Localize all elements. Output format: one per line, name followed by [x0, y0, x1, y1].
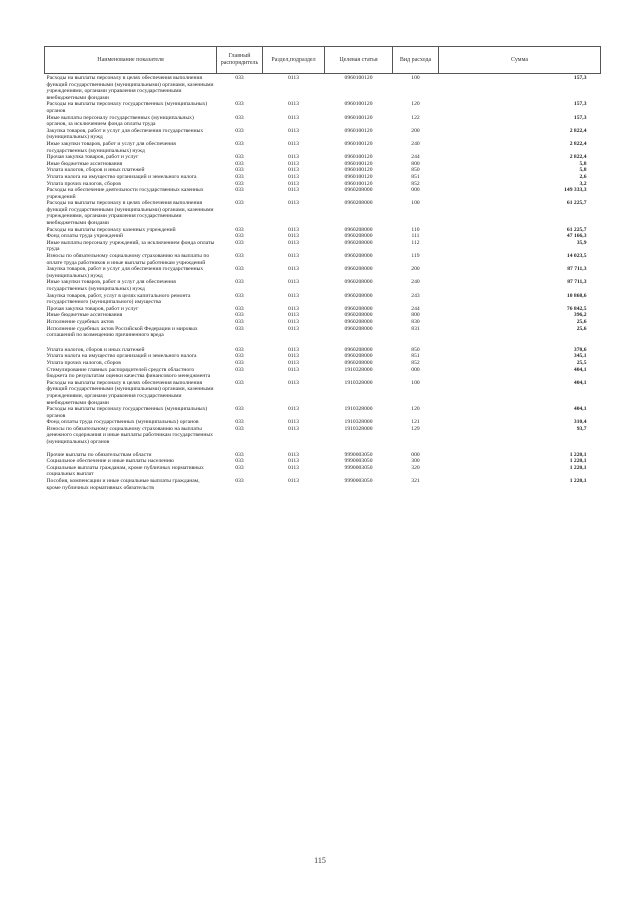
row-section: 0113 [288, 292, 299, 299]
row-section: 0113 [288, 366, 299, 373]
row-target-article: 0960100120 [344, 160, 373, 167]
row-expense-type: 112 [411, 239, 420, 246]
row-section: 0113 [288, 160, 299, 167]
row-expense-type: 240 [411, 279, 420, 286]
row-section: 0113 [288, 173, 299, 180]
row-name: Расходы на выплаты персоналу государственных (муниципальных) органов [46, 101, 208, 114]
row-section: 0113 [288, 180, 299, 187]
row-target-article: 1910328000 [344, 419, 373, 426]
row-chief-manager: 033 [235, 366, 244, 373]
row-chief-manager: 033 [235, 173, 244, 180]
row-expense-type: 200 [411, 127, 420, 134]
row-name: Расходы на выплаты персоналу в целях обеспечения выполнения функций государственными (муниципальными) органами, казенными учреждениями, органами управления государственными внебюджетными фондами [46, 75, 214, 101]
row-target-article: 0960208000 [344, 325, 373, 332]
row-amount: 35,9 [576, 239, 587, 246]
row-section: 0113 [288, 451, 299, 458]
row-chief-manager: 033 [235, 346, 244, 353]
row-expense-type: 100 [411, 200, 420, 207]
row-section: 0113 [288, 167, 299, 174]
row-expense-type: 000 [411, 366, 420, 373]
row-target-article: 1910328000 [344, 406, 373, 413]
table-row [45, 406, 601, 419]
row-chief-manager: 033 [235, 312, 244, 319]
table-row [45, 115, 601, 128]
row-amount: 157,3 [573, 114, 587, 121]
table-row [45, 233, 601, 240]
row-expense-type: 111 [411, 233, 420, 240]
row-expense-type: 831 [411, 325, 420, 332]
row-chief-manager: 033 [235, 406, 244, 413]
row-expense-type: 300 [411, 458, 420, 465]
table-row [45, 128, 601, 141]
row-amount: 47 166,3 [566, 233, 587, 240]
row-target-article: 0960208000 [344, 353, 373, 360]
table-row [45, 174, 601, 181]
row-target-article: 0960208000 [344, 279, 373, 286]
row-expense-type: 000 [411, 187, 420, 194]
row-expense-type: 240 [411, 140, 420, 147]
row-name: Уплата налогов, сборов и иных платежей [46, 346, 145, 353]
row-name: Фонд оплаты труда государственных (муниципальных) органов [46, 419, 199, 426]
row-expense-type: 119 [411, 253, 420, 260]
row-section: 0113 [288, 353, 299, 360]
row-target-article: 0960100120 [344, 75, 373, 81]
row-target-article: 0960208000 [344, 305, 373, 312]
row-amount: 157,3 [573, 101, 587, 108]
row-expense-type: 852 [411, 180, 420, 187]
row-amount: 61 225,7 [566, 226, 587, 233]
row-name: Социальное обеспечение и иные выплаты населению [46, 458, 174, 465]
row-section: 0113 [288, 325, 299, 332]
table-row [45, 353, 601, 360]
row-amount: 2 822,4 [569, 127, 587, 134]
row-section: 0113 [288, 359, 299, 366]
row-chief-manager: 033 [235, 233, 244, 240]
row-chief-manager: 033 [235, 279, 244, 286]
table-row [45, 326, 601, 339]
table-row [45, 141, 601, 154]
row-target-article: 0960100120 [344, 167, 373, 174]
row-section: 0113 [288, 233, 299, 240]
row-target-article: 0960208000 [344, 359, 373, 366]
row-section: 0113 [288, 101, 299, 108]
row-name: Иные бюджетные ассигнования [46, 160, 123, 167]
table-row [45, 279, 601, 292]
row-amount: 1 220,1 [569, 451, 587, 458]
row-target-article: 0960100120 [344, 180, 373, 187]
row-amount: 93,7 [576, 425, 587, 432]
row-expense-type: 244 [411, 305, 420, 312]
row-section: 0113 [288, 279, 299, 286]
row-section: 0113 [288, 114, 299, 121]
row-chief-manager: 033 [235, 379, 244, 386]
row-name: Иные закупки товаров, работ и услуг для обеспечения государственных (муниципальных) нужд [46, 140, 176, 154]
row-target-article: 0960208000 [344, 226, 373, 233]
row-name: Иные выплаты персоналу государственных (муниципальных) органов, за исключением фонда оплаты труда [46, 114, 194, 128]
row-expense-type: 800 [411, 312, 420, 319]
row-amount: 396,2 [573, 312, 587, 319]
row-expense-type: 830 [411, 318, 420, 325]
header-section: Раздел,подраздел [263, 47, 325, 74]
table-row [45, 446, 601, 459]
row-target-article: 9990003050 [344, 478, 373, 485]
row-chief-manager: 033 [235, 140, 244, 147]
table-row [45, 227, 601, 234]
row-amount: 25,6 [576, 325, 587, 332]
header-indicator-name: Наименование показателя [45, 47, 217, 74]
row-amount: 2,6 [579, 173, 587, 180]
row-target-article: 0960208000 [344, 187, 373, 194]
row-target-article: 9990003050 [344, 464, 373, 471]
row-name: Расходы на выплаты персоналу казенных учреждений [46, 226, 176, 233]
row-name: Прочая закупка товаров, работ и услуг [46, 305, 139, 312]
row-name: Фонд оплаты труда учреждений [46, 233, 123, 240]
row-chief-manager: 033 [235, 353, 244, 360]
row-chief-manager: 033 [235, 114, 244, 121]
table-row [45, 458, 601, 465]
row-chief-manager: 033 [235, 359, 244, 366]
row-name: Расходы на выплаты персоналу государственных (муниципальных) органов [46, 406, 208, 419]
row-name: Уплата налога на имущество организаций и земельного налога [46, 173, 197, 180]
row-name: Исполнение судебных актов Российской Федерации и мировых соглашений по возмещению причиненного вреда [46, 325, 198, 339]
row-section: 0113 [288, 464, 299, 471]
row-section: 0113 [288, 305, 299, 312]
row-amount: 404,1 [573, 366, 587, 373]
table-row [45, 187, 601, 200]
row-name: Взносы по обязательному социальному страхованию на выплаты денежного содержания и иные выплаты работникам государственных (муниципальных) органов [46, 425, 213, 446]
row-target-article: 0960208000 [344, 200, 373, 207]
row-expense-type: 121 [411, 419, 420, 426]
row-target-article: 0960100120 [344, 127, 373, 134]
table-row [45, 426, 601, 446]
row-amount: 1 220,1 [569, 464, 587, 471]
row-amount: 404,1 [573, 379, 587, 386]
row-chief-manager: 033 [235, 200, 244, 207]
table-row [45, 167, 601, 174]
row-amount: 5,8 [579, 160, 587, 167]
row-name: Иные бюджетные ассигнования [46, 312, 123, 319]
row-chief-manager: 033 [235, 305, 244, 312]
row-target-article: 0960208000 [344, 312, 373, 319]
table-row [45, 253, 601, 266]
row-name: Исполнение судебных актов [46, 318, 114, 325]
row-chief-manager: 033 [235, 226, 244, 233]
row-section: 0113 [288, 318, 299, 325]
expense-table [44, 46, 601, 491]
table-row [45, 101, 601, 114]
row-name: Расходы на выплаты персоналу в целях обеспечения выполнения функций государственными (муниципальными) органами, казенными учреждениями, органами управления государственными внебюджетными фондами [46, 379, 214, 406]
row-name: Прочие выплаты по обязательствам области [46, 451, 152, 458]
row-expense-type: 800 [411, 160, 420, 167]
row-expense-type: 850 [411, 167, 420, 174]
row-target-article: 0960100120 [344, 101, 373, 108]
row-name: Уплата налога на имущество организаций и земельного налога [46, 353, 197, 360]
row-chief-manager: 033 [235, 266, 244, 273]
row-chief-manager: 033 [235, 478, 244, 485]
row-expense-type: 851 [411, 353, 420, 360]
row-chief-manager: 033 [235, 253, 244, 260]
row-target-article: 0960100120 [344, 140, 373, 147]
row-chief-manager: 033 [235, 318, 244, 325]
row-section: 0113 [288, 127, 299, 134]
row-expense-type: 122 [411, 114, 420, 121]
row-amount: 5,8 [579, 167, 587, 174]
row-amount: 87 711,3 [567, 279, 587, 286]
row-chief-manager: 033 [235, 464, 244, 471]
row-name: Стимулирование главных распорядителей средств областного бюджета по результатам оценки качества финансового менеджмента [46, 366, 211, 380]
row-chief-manager: 033 [235, 101, 244, 108]
row-expense-type: 321 [411, 478, 420, 485]
row-name: Иные выплаты персоналу учреждений, за исключением фонда оплаты труда [46, 239, 215, 253]
row-amount: 14 023,5 [566, 253, 587, 260]
row-amount: 345,1 [573, 353, 587, 360]
row-chief-manager: 033 [235, 419, 244, 426]
row-target-article: 0960100120 [344, 154, 373, 161]
row-name: Уплата налогов, сборов и иных платежей [46, 167, 145, 174]
row-expense-type: 850 [411, 346, 420, 353]
table-row [45, 240, 601, 253]
row-chief-manager: 033 [235, 75, 244, 81]
row-section: 0113 [288, 419, 299, 426]
header-chief-manager: Главный распорядитель [217, 47, 263, 74]
row-target-article: 0960208000 [344, 346, 373, 353]
row-expense-type: 120 [411, 406, 420, 413]
row-chief-manager: 033 [235, 425, 244, 432]
row-amount: 25,5 [576, 359, 587, 366]
row-section: 0113 [288, 425, 299, 432]
table-row [45, 319, 601, 326]
row-chief-manager: 033 [235, 187, 244, 194]
row-amount: 157,3 [573, 75, 587, 81]
row-amount: 3,2 [579, 180, 587, 187]
row-section: 0113 [288, 75, 299, 81]
row-expense-type: 100 [411, 75, 420, 81]
row-expense-type: 000 [411, 451, 420, 458]
table-row [45, 306, 601, 313]
row-section: 0113 [288, 379, 299, 386]
row-amount: 76 842,5 [566, 305, 587, 312]
row-name: Взносы по обязательному социальному страхованию на выплаты по оплате труда работников и иные выплаты работникам учреждений [46, 253, 210, 266]
row-chief-manager: 033 [235, 458, 244, 465]
table-row [45, 478, 601, 491]
row-chief-manager: 033 [235, 167, 244, 174]
row-target-article: 0960208000 [344, 233, 373, 240]
header-expense-type: Вид расхода [393, 47, 439, 74]
row-amount: 61 225,7 [566, 200, 587, 207]
row-amount: 87 711,3 [567, 266, 587, 273]
row-amount: 10 868,6 [566, 292, 587, 299]
row-target-article: 0960208000 [344, 292, 373, 299]
row-amount: 1 220,1 [569, 478, 587, 485]
table-row [45, 360, 601, 367]
row-target-article: 9990003050 [344, 458, 373, 465]
row-target-article: 0960208000 [344, 239, 373, 246]
row-expense-type: 129 [411, 425, 420, 432]
row-section: 0113 [288, 154, 299, 161]
row-amount: 25,6 [576, 318, 587, 325]
table-row [45, 154, 601, 161]
row-name: Закупка товаров, работ и услуг для обеспечения государственных (муниципальных) нужд [46, 266, 204, 279]
row-section: 0113 [288, 253, 299, 260]
row-chief-manager: 033 [235, 160, 244, 167]
table-row [45, 293, 601, 306]
row-section: 0113 [288, 346, 299, 353]
row-expense-type: 851 [411, 173, 420, 180]
header-target-article: Целевая статья [325, 47, 393, 74]
row-expense-type: 110 [411, 226, 420, 233]
row-chief-manager: 033 [235, 451, 244, 458]
row-section: 0113 [288, 266, 299, 273]
row-chief-manager: 033 [235, 180, 244, 187]
row-expense-type: 244 [411, 154, 420, 161]
row-target-article: 0960208000 [344, 253, 373, 260]
page-number: 115 [314, 856, 326, 865]
row-chief-manager: 033 [235, 154, 244, 161]
row-amount: 2 822,4 [569, 140, 587, 147]
row-amount: 2 822,4 [569, 154, 587, 161]
row-name: Уплата прочих налогов, сборов [46, 359, 121, 366]
row-name: Закупка товаров, работ, услуг в целях капитального ремонта государственного (муниципального) имущества [46, 292, 191, 306]
row-amount: 1 220,1 [569, 458, 587, 465]
row-name: Социальные выплаты гражданам, кроме публичных нормативных социальных выплат [46, 464, 204, 478]
table-row [45, 312, 601, 319]
table-body [45, 74, 601, 492]
row-amount: 404,1 [573, 406, 587, 413]
row-name: Уплата прочих налогов, сборов [46, 180, 121, 187]
row-name: Пособия, компенсации и иные социальные выплаты гражданам, кроме публичных нормативных обязательств [46, 478, 200, 491]
row-section: 0113 [288, 239, 299, 246]
row-section: 0113 [288, 200, 299, 207]
row-section: 0113 [288, 458, 299, 465]
row-section: 0113 [288, 312, 299, 319]
row-chief-manager: 033 [235, 292, 244, 299]
row-amount: 149 333,3 [564, 187, 587, 194]
row-expense-type: 120 [411, 101, 420, 108]
row-expense-type: 852 [411, 359, 420, 366]
row-expense-type: 100 [411, 379, 420, 386]
table-row [45, 339, 601, 354]
row-target-article: 0960208000 [344, 318, 373, 325]
row-section: 0113 [288, 478, 299, 485]
table-row [45, 74, 601, 102]
row-amount: 370,6 [573, 346, 587, 353]
row-name: Иные закупки товаров, работ и услуг для обеспечения государственных (муниципальных) нужд [46, 279, 176, 292]
row-section: 0113 [288, 226, 299, 233]
table-row [45, 380, 601, 406]
table-row [45, 419, 601, 426]
row-target-article: 1910328000 [344, 379, 373, 386]
row-target-article: 0960100120 [344, 173, 373, 180]
row-expense-type: 243 [411, 292, 420, 299]
table-header-row [45, 47, 601, 74]
row-expense-type: 320 [411, 464, 420, 471]
row-name: Прочая закупка товаров, работ и услуг [46, 154, 139, 161]
table-row [45, 367, 601, 380]
row-name: Расходы на обеспечение деятельности государственных казенных учреждений [46, 187, 204, 200]
row-section: 0113 [288, 140, 299, 147]
row-expense-type: 200 [411, 266, 420, 273]
row-target-article: 0960208000 [344, 266, 373, 273]
row-target-article: 1910328000 [344, 366, 373, 373]
row-chief-manager: 033 [235, 127, 244, 134]
table-row [45, 200, 601, 226]
header-amount: Сумма [439, 47, 601, 74]
row-target-article: 9990003050 [344, 451, 373, 458]
row-target-article: 1910328000 [344, 425, 373, 432]
table-row [45, 465, 601, 478]
row-section: 0113 [288, 187, 299, 194]
row-name: Расходы на выплаты персоналу в целях обеспечения выполнения функций государственными (муниципальными) органами, казенными учреждениями, органами управления государственными внебюджетными фондами [46, 200, 214, 227]
row-section: 0113 [288, 406, 299, 413]
table-row [45, 266, 601, 279]
row-amount: 310,4 [573, 419, 587, 426]
row-chief-manager: 033 [235, 325, 244, 332]
row-name: Закупка товаров, работ и услуг для обеспечения государственных (муниципальных) нужд [46, 127, 204, 141]
row-chief-manager: 033 [235, 239, 244, 246]
row-target-article: 0960100120 [344, 114, 373, 121]
